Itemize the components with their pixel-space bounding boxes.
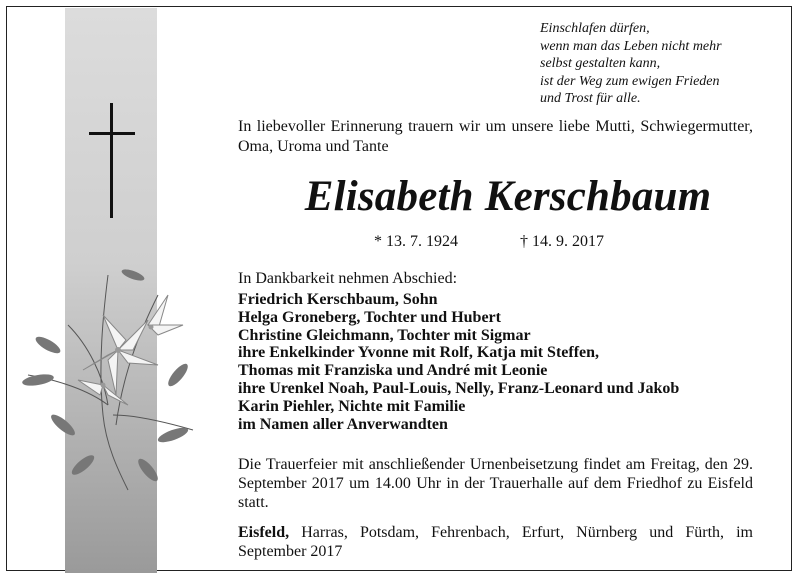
mourner-line: Helga Groneberg, Tochter und Hubert [238,308,501,326]
mourners-list [238,291,679,433]
motto-line: Einschlafen dürfen, [540,21,650,36]
death-date: † 14. 9. 2017 [520,233,604,250]
mourner-line: Karin Piehler, Nichte mit Familie [238,397,466,415]
service-info: Die Trauerfeier mit anschließender Urnenbeisetzung findet am Freitag, den 29. September 2017 um 14.00 Uhr in der Trauerhalle auf dem Friedhof zu Eisfeld statt. [238,456,753,511]
mourner-line: Christine Gleichmann, Tochter mit Sigmar [238,326,531,344]
place-date [238,523,753,561]
motto-verse [540,20,722,108]
place-name: Eisfeld, [238,524,290,541]
intro-text: In liebevoller Erinnerung trauern wir um unsere liebe Mutti, Schwiegermutter, Oma, Uroma und Tante [238,118,753,155]
lily-bouquet-icon [8,255,208,495]
motto-line: wenn man das Leben nicht mehr [540,38,722,54]
mourner-line: Thomas mit Franziska und André mit Leonie [238,362,548,380]
mourner-line: ihre Enkelkinder Yvonne mit Rolf, Katja mit Steffen, [238,344,600,362]
motto-line: ist der Weg zum ewigen Frieden [540,73,720,89]
mourner-line: Friedrich Kerschbaum, Sohn [238,291,438,308]
deceased-name: Elisabeth Kerschbaum [304,173,712,220]
mourner-line: im Namen aller Anverwandten [238,415,448,433]
motto-line: selbst gestalten kann, [540,56,661,71]
mourner-line: ihre Urenkel Noah, Paul-Louis, Nelly, Franz-Leonard und Jakob [238,379,680,397]
motto-line: und Trost für alle. [540,91,641,106]
cross-icon [89,103,135,218]
birth-date: * 13. 7. 1924 [374,233,458,250]
farewell-heading: In Dankbarkeit nehmen Abschied: [238,270,458,287]
place-details: Harras, Potsdam, Fehrenbach, Erfurt, Nürnberg und Fürth, im September 2017 [238,524,753,560]
